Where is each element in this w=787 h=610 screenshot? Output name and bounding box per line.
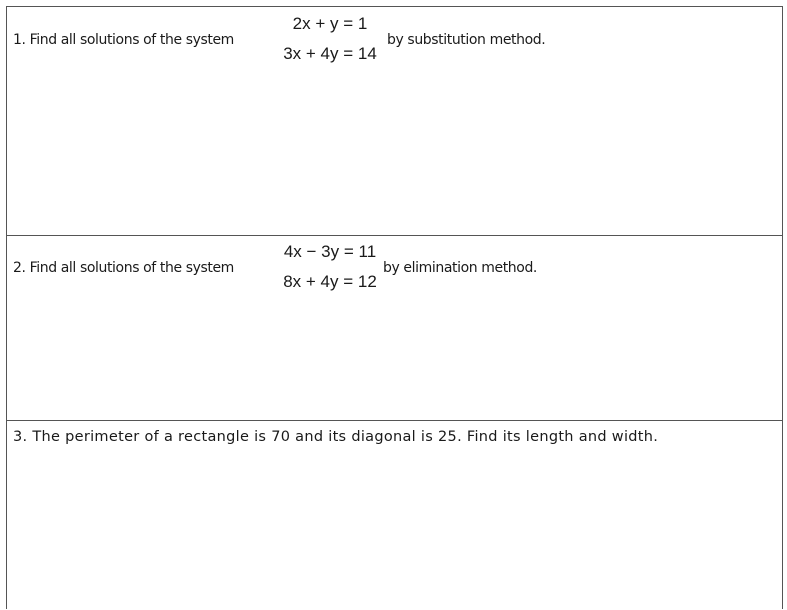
problem-1-box <box>7 7 782 236</box>
problem-1-tail: by substitution method. <box>387 32 546 48</box>
problem-1-equation-1: 2x + y = 1 <box>292 14 368 33</box>
problem-2-tail: by elimination method. <box>383 260 537 276</box>
problem-3-box <box>7 421 782 610</box>
problem-2-equation-1: 4x − 3y = 11 <box>283 242 377 261</box>
problem-2-box <box>7 236 782 421</box>
problem-1-equation-2: 3x + 4y = 14 <box>283 44 377 63</box>
problem-2-lead: 2. Find all solutions of the system <box>13 260 234 276</box>
problem-2-equation-2: 8x + 4y = 12 <box>283 272 377 291</box>
worksheet <box>6 6 783 609</box>
problem-3-text: 3. The perimeter of a rectangle is 70 and its diagonal is 25. Find its length and width. <box>13 429 659 445</box>
problem-1-lead: 1. Find all solutions of the system <box>13 32 234 48</box>
